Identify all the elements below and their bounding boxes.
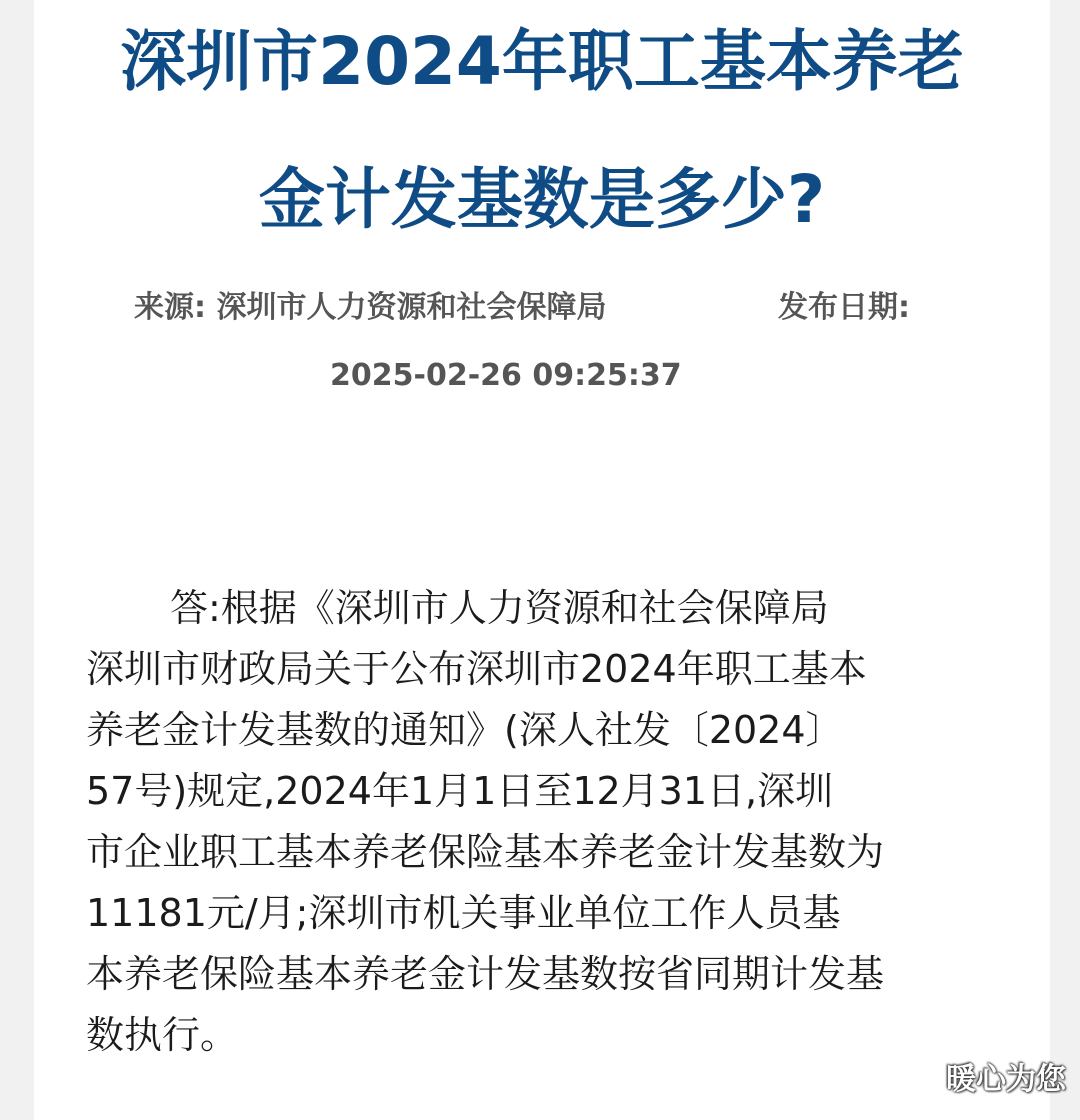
body-line: 深圳市财政局关于公布深圳市2024年职工基本 bbox=[86, 647, 867, 691]
publish-date: 2025-02-26 09:25:37 bbox=[330, 358, 682, 393]
article-source: 来源: 深圳市人力资源和社会保障局 bbox=[134, 290, 607, 325]
publish-date-label: 发布日期: bbox=[778, 290, 910, 325]
watermark: 暖心为您 bbox=[946, 1062, 1066, 1097]
body-line: 本养老保险基本养老金计发基数按省同期计发基 bbox=[86, 952, 885, 996]
body-line: 养老金计发基数的通知》(深人社发〔2024〕 bbox=[86, 708, 844, 752]
article-page bbox=[34, 0, 1050, 1120]
body-line: 57号)规定,2024年1月1日至12月31日,深圳 bbox=[86, 769, 834, 813]
body-line: 11181元/月;深圳市机关事业单位工作人员基 bbox=[86, 891, 841, 935]
article-title-line-1: 深圳市2024年职工基本养老 bbox=[120, 23, 964, 100]
article-title-line-2: 金计发基数是多少? bbox=[258, 161, 826, 238]
article-body bbox=[86, 578, 1026, 1066]
body-line: 数执行。 bbox=[86, 1013, 239, 1057]
body-line: 市企业职工基本养老保险基本养老金计发基数为 bbox=[86, 830, 885, 874]
body-line: 答:根据《深圳市人力资源和社会保障局 bbox=[170, 586, 829, 630]
